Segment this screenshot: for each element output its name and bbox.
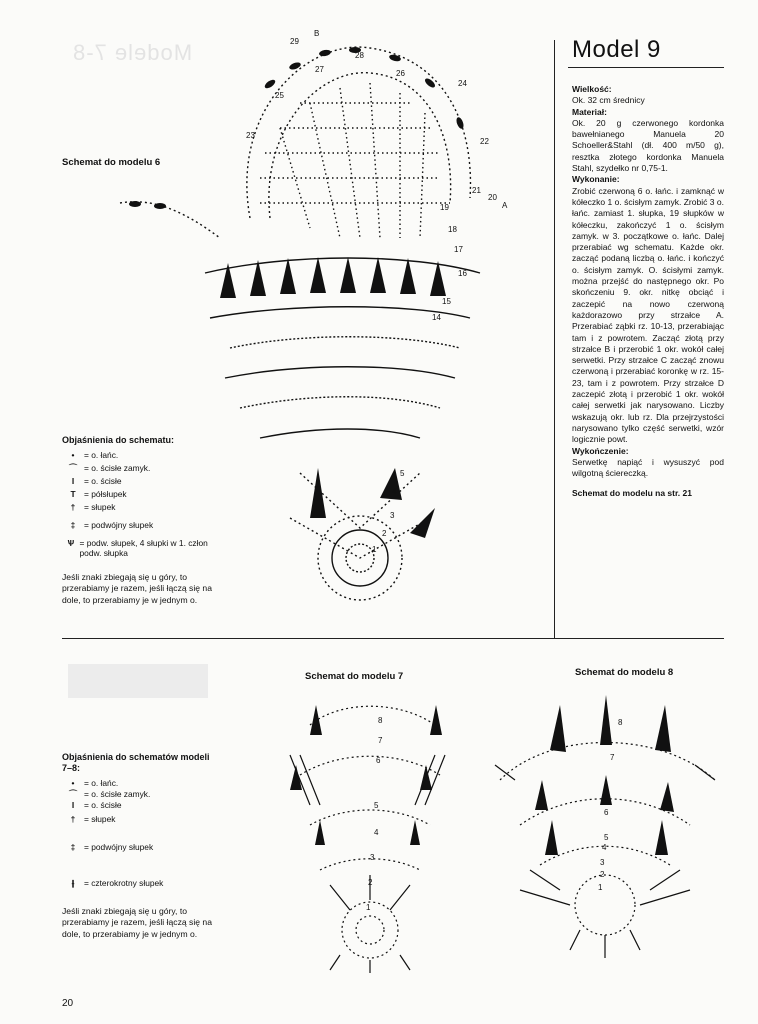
treble-icon: ‡ bbox=[70, 842, 76, 852]
row-number: 15 bbox=[442, 297, 451, 306]
row-number: 24 bbox=[458, 79, 467, 88]
ghost-title: Modele 7-8 bbox=[72, 40, 193, 65]
row-number: 14 bbox=[432, 313, 441, 322]
legend6-item: I = o. ścisłe bbox=[62, 476, 222, 486]
row-number: 25 bbox=[275, 91, 284, 100]
legend6-item: ⌒ = o. ścisłe zamyk. bbox=[62, 463, 222, 473]
section-divider bbox=[62, 638, 724, 639]
column-divider bbox=[554, 40, 555, 638]
half-double-icon: T bbox=[70, 489, 76, 499]
row-number: 7 bbox=[378, 736, 383, 745]
row-number: 8 bbox=[618, 718, 623, 727]
row-number: 5 bbox=[400, 469, 405, 478]
row-number: 2 bbox=[368, 878, 373, 887]
slip-stitch-icon: ⌒ bbox=[68, 789, 78, 799]
row-number: 3 bbox=[370, 853, 375, 862]
row-number: 3 bbox=[600, 858, 605, 867]
row-number: 5 bbox=[374, 801, 379, 810]
row-number: 6 bbox=[376, 756, 381, 765]
row-number: 3 bbox=[390, 511, 395, 520]
row-number: 23 bbox=[246, 131, 255, 140]
legend78 bbox=[62, 752, 222, 940]
row-number: 22 bbox=[480, 137, 489, 146]
schema7-caption: Schemat do modelu 7 bbox=[305, 671, 404, 682]
row-number: 27 bbox=[315, 65, 324, 74]
row-number: A bbox=[502, 201, 508, 210]
row-number: 4 bbox=[602, 843, 607, 852]
row-number: 18 bbox=[448, 225, 457, 234]
row-number: 21 bbox=[472, 186, 481, 195]
row-number: 4 bbox=[374, 828, 379, 837]
legend6-item: Ѱ = podw. słupek, 4 słupki w 1. człon podw. słupka bbox=[62, 538, 222, 558]
work-text: Zrobić czerwoną 6 o. łańc. i zamknąć w kółeczko 1 o. ścisłym zamyk. Zrobić 3 o. łańc. zamiast 1. słupka, 19 słupków w kółeczku, zakończyć 1 o. ścisłym zamyk. w 3. początkowe o. łańc. Dalej przerabiać wg schematu. Każde okr. zacząć podaną liczbą o. łańc. i kończyć o. ścisłym zamyk. O. ścisłymi zamyk. można przejść do następnego okr. Po skończeniu 9. okr. nitkę obciąć i zaczepić na nowo czerwoną każdorazowo przy strzałce A. Przerabiać ząbki rz. 10-13, przerabiając tam i z powrotem. Zacząć złotą przy strzałce B i przerobić 1 okr. wokół całej serwetki. Przy strzałce C zacząć znowu czerwoną i przerabiać koronkę w rz. 15-23, tam i z powrotem. Przy strzałce D zaczepić złotą i przerobić 1 okr. wokół całej serwetki jak narysowano. Liczby wskazują okr. lub rz. Dla przejrzystości narysowano tylko część serwetki, wzór logicznie powt. bbox=[572, 185, 724, 445]
double-crochet-icon: † bbox=[70, 502, 76, 512]
chain-icon: • bbox=[71, 450, 75, 460]
row-number: 1 bbox=[372, 545, 377, 554]
title-rule bbox=[568, 67, 724, 68]
legend6-item: † = słupek bbox=[62, 502, 222, 512]
schema-reference: Schemat do modelu na str. 21 bbox=[572, 488, 692, 499]
legend6 bbox=[62, 435, 222, 606]
row-number: 5 bbox=[604, 833, 609, 842]
row-number: 17 bbox=[454, 245, 463, 254]
legend78-item: I = o. ścisłe bbox=[62, 800, 222, 810]
finish-text: Serwetkę napiąć i wysuszyć pod wilgotną ściereczką. bbox=[572, 456, 724, 479]
ghost-box bbox=[68, 664, 208, 698]
chain-icon: • bbox=[71, 778, 75, 788]
legend6-item: ‡ = podwójny słupek bbox=[62, 520, 222, 530]
row-number: 28 bbox=[355, 51, 364, 60]
schema6-caption: Schemat do modelu 6 bbox=[62, 157, 161, 168]
legend78-item: ⫲ = czterokrotny słupek bbox=[62, 878, 222, 888]
row-number: 2 bbox=[600, 870, 605, 879]
row-number: B bbox=[314, 29, 320, 38]
legend78-item: † = słupek bbox=[62, 814, 222, 824]
row-number: 29 bbox=[290, 37, 299, 46]
schema8-caption: Schemat do modelu 8 bbox=[575, 667, 674, 678]
legend6-note: Jeśli znaki zbiegają się u góry, to przerabiamy je razem, jeśli łączą się na dole, to przerabiamy je w jednym o. bbox=[62, 572, 212, 605]
legend6-item: T = półsłupek bbox=[62, 489, 222, 499]
row-number: 2 bbox=[382, 529, 387, 538]
material-heading: Materiał: bbox=[572, 106, 607, 117]
double-crochet-icon: † bbox=[70, 814, 76, 824]
row-number: 16 bbox=[458, 269, 467, 278]
legend78-item: ⌒ = o. ścisłe zamyk. bbox=[62, 789, 222, 799]
page-number: 20 bbox=[62, 998, 74, 1009]
cluster-icon: Ѱ bbox=[67, 538, 75, 548]
row-number: 7 bbox=[610, 753, 615, 762]
legend6-title: Objaśnienia do schematu: bbox=[62, 435, 175, 445]
finish-heading: Wykończenie: bbox=[572, 445, 629, 456]
legend78-item: ‡ = podwójny słupek bbox=[62, 842, 222, 852]
row-number: 1 bbox=[598, 883, 603, 892]
row-number: 1 bbox=[366, 903, 371, 912]
legend6-item: • = o. łańc. bbox=[62, 450, 222, 460]
row-number: 20 bbox=[488, 193, 497, 202]
row-number: 19 bbox=[440, 203, 449, 212]
single-crochet-icon: I bbox=[71, 476, 75, 486]
legend78-item: • = o. łańc. bbox=[62, 778, 222, 788]
row-number: 8 bbox=[378, 716, 383, 725]
row-number: 4 bbox=[392, 487, 397, 496]
schema7-diagram bbox=[270, 695, 470, 975]
single-crochet-icon: I bbox=[71, 800, 75, 810]
row-number: 26 bbox=[396, 69, 405, 78]
size-text: Ok. 32 cm średnicy bbox=[572, 95, 645, 106]
schema8-diagram bbox=[490, 690, 720, 970]
legend78-note: Jeśli znaki zbiegają się u góry, to przerabiamy je razem, jeśli łączą się na dole, to przerabiamy je w jednym o. bbox=[62, 906, 212, 939]
page-title: Model 9 bbox=[572, 36, 661, 63]
work-heading: Wykonanie: bbox=[572, 174, 620, 185]
row-number: 6 bbox=[604, 808, 609, 817]
model9-recipe bbox=[572, 84, 724, 500]
slip-stitch-icon: ⌒ bbox=[68, 463, 78, 473]
size-heading: Wielkość: bbox=[572, 84, 612, 94]
treble-icon: ‡ bbox=[70, 520, 76, 530]
quadruple-treble-icon: ⫲ bbox=[71, 878, 75, 888]
legend78-title: Objaśnienia do schematów modeli 7–8: bbox=[62, 752, 210, 773]
material-text: Ok. 20 g czerwonego kordonka bawełnianego Manuela 20 Schoeller&Stahl (dł. 400 m/50 g), resztka złotego kordonka Manuela Stahl, szydełko nr 0,75-1. bbox=[572, 117, 724, 174]
